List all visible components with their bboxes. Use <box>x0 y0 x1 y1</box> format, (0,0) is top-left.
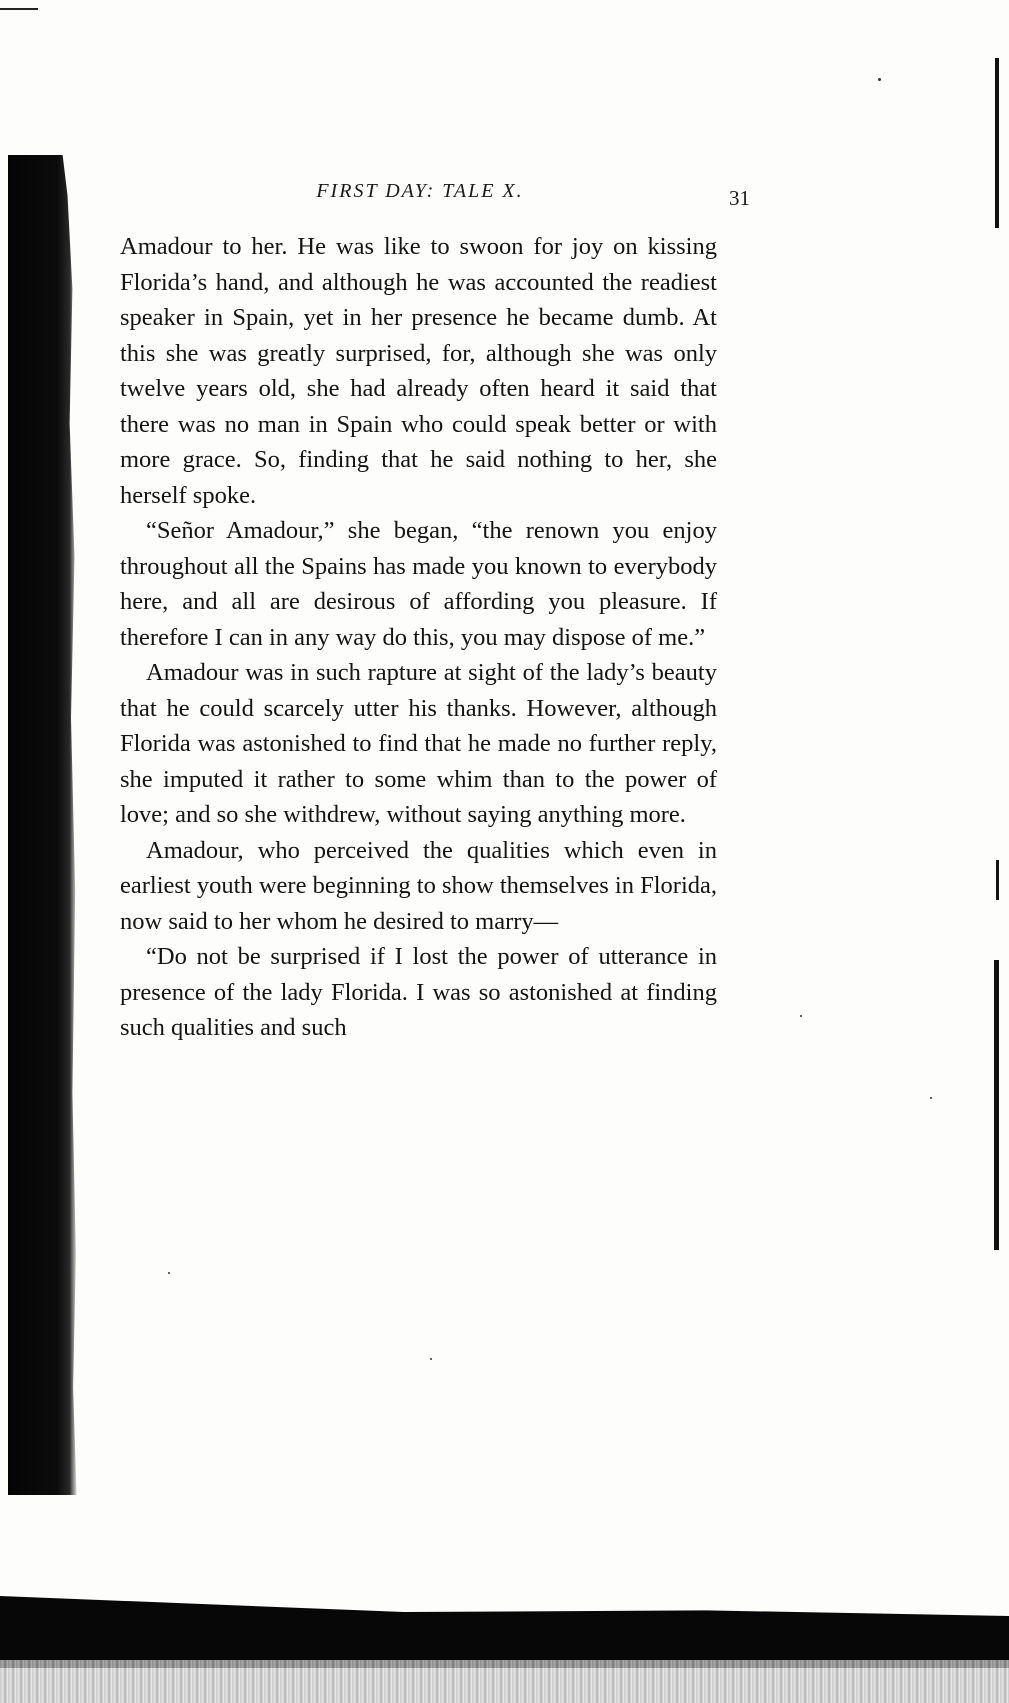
paragraph: “Do not be surprised if I lost the power of utterance in presence of the lady Florida. I was so astonished at finding such qualities and such <box>120 943 717 1041</box>
paragraph: Amadour to her. He was like to swoon for joy on kissing Florida’s hand, and although he was accounted the readiest speaker in Spain, yet in her presence he became dumb. At this she was greatly surprised, for, although she was only twelve years old, she had already often heard it said that there was no man in Spain who could speak better or with more grace. So, finding that he said nothing to her, she herself spoke. <box>120 233 717 509</box>
scan-speck <box>930 1097 932 1099</box>
page-header <box>120 178 750 210</box>
body-text <box>120 229 717 1046</box>
scan-edge-mark <box>0 8 38 10</box>
bottom-scan-shadow <box>0 1588 1009 1668</box>
scan-speck <box>168 1272 170 1274</box>
page-number: 31 <box>729 186 750 210</box>
right-edge-mark <box>995 58 999 228</box>
left-binding-shadow <box>8 155 78 1495</box>
paragraph: Amadour was in such rapture at sight of the lady’s beauty that he could scarcely utter his thanks. However, although Florida was astonished to find that he made no further reply, she imputed it rather to some whim than to the power of love; and so she withdrew, without saying anything more. <box>120 659 717 828</box>
right-edge-mark <box>994 960 999 1250</box>
paragraph: “Señor Amadour,” she began, “the renown you enjoy throughout all the Spains has made you known to everybody here, and all are desirous of affording you pleasure. If therefore I can in any way do this, you may dispose of me.” <box>120 517 717 651</box>
scan-speck <box>800 1015 802 1017</box>
bottom-scan-noise <box>0 1660 1009 1703</box>
running-head: FIRST DAY: TALE X. <box>316 180 524 202</box>
paragraph: Amadour, who perceived the qualities which even in earliest youth were beginning to show themselves in Florida, now said to her whom he desired to marry— <box>120 836 717 935</box>
scan-speck <box>878 78 881 81</box>
scan-speck <box>430 1358 432 1360</box>
right-edge-mark <box>996 860 999 900</box>
